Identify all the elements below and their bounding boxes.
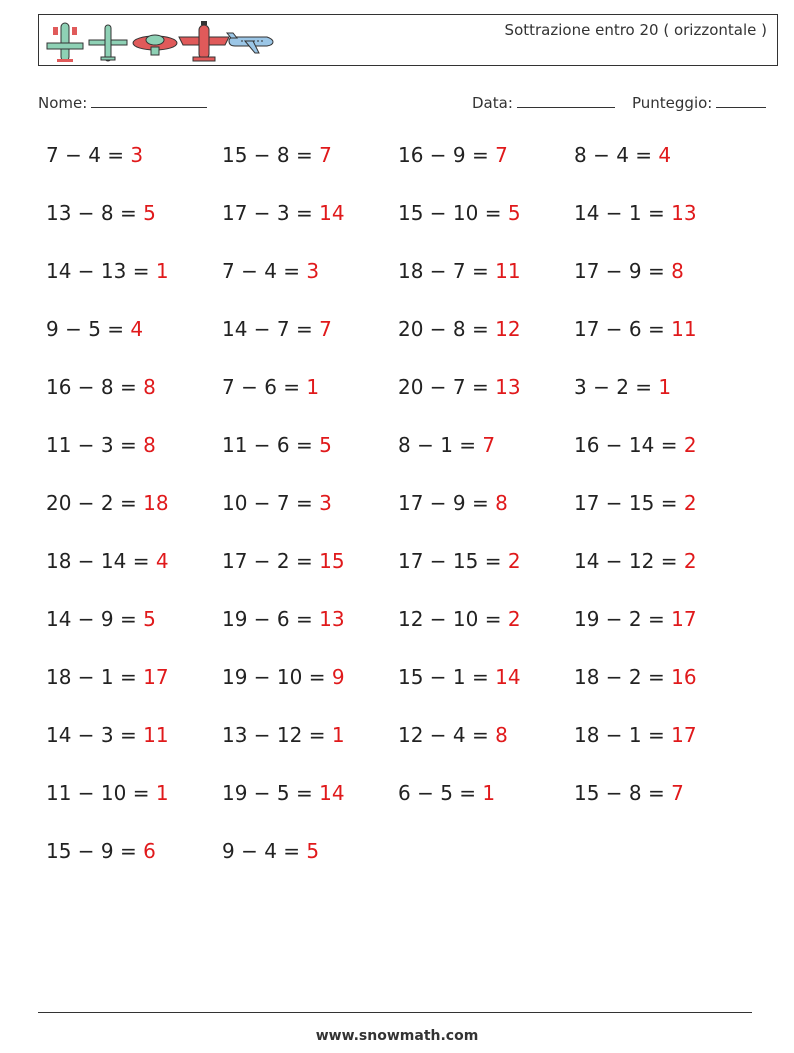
problem-answer: 13 bbox=[495, 375, 521, 399]
problem-answer: 1 bbox=[155, 259, 169, 283]
problem-answer: 8 bbox=[671, 259, 684, 283]
problem-answer: 8 bbox=[495, 723, 508, 747]
problem-item bbox=[46, 259, 169, 283]
problem-question: 11 − 6 = bbox=[222, 433, 313, 457]
problem-item bbox=[222, 317, 332, 341]
problem-item bbox=[222, 781, 345, 805]
problem-item bbox=[398, 781, 495, 805]
problem-item bbox=[222, 143, 332, 167]
problem-item bbox=[222, 665, 345, 689]
problem-item bbox=[222, 375, 319, 399]
problem-question: 7 − 4 = bbox=[222, 259, 301, 283]
problem-question: 8 − 4 = bbox=[574, 143, 653, 167]
problem-question: 14 − 9 = bbox=[46, 607, 137, 631]
problem-question: 13 − 8 = bbox=[46, 201, 137, 225]
problem-answer: 15 bbox=[319, 549, 345, 573]
problem-answer: 4 bbox=[658, 143, 672, 167]
score-line[interactable] bbox=[716, 93, 766, 108]
problem-question: 18 − 14 = bbox=[46, 549, 150, 573]
problem-question: 7 − 6 = bbox=[222, 375, 301, 399]
red-green-plane-icon bbox=[133, 35, 177, 55]
worksheet-title: Sottrazione entro 20 ( orizzontale ) bbox=[504, 21, 767, 39]
problem-question: 19 − 6 = bbox=[222, 607, 313, 631]
problem-item bbox=[46, 317, 143, 341]
problem-answer: 3 bbox=[319, 491, 332, 515]
problem-question: 15 − 8 = bbox=[574, 781, 665, 805]
problem-item bbox=[46, 665, 169, 689]
problem-answer: 2 bbox=[507, 607, 521, 631]
problem-question: 14 − 3 = bbox=[46, 723, 137, 747]
problem-item bbox=[398, 491, 508, 515]
problem-question: 17 − 9 = bbox=[574, 259, 665, 283]
problem-question: 10 − 7 = bbox=[222, 491, 313, 515]
problem-question: 11 − 10 = bbox=[46, 781, 150, 805]
problem-item bbox=[398, 375, 521, 399]
problem-item bbox=[222, 607, 345, 631]
problem-question: 20 − 8 = bbox=[398, 317, 489, 341]
problem-answer: 1 bbox=[482, 781, 496, 805]
problem-item bbox=[574, 665, 697, 689]
problem-item bbox=[46, 201, 156, 225]
problem-question: 19 − 5 = bbox=[222, 781, 313, 805]
problem-question: 12 − 10 = bbox=[398, 607, 502, 631]
problem-question: 18 − 7 = bbox=[398, 259, 489, 283]
problem-item bbox=[398, 259, 521, 283]
problem-item bbox=[574, 375, 671, 399]
problem-question: 14 − 1 = bbox=[574, 201, 665, 225]
problem-answer: 4 bbox=[155, 549, 169, 573]
problem-item bbox=[46, 433, 156, 457]
problem-item bbox=[574, 433, 697, 457]
name-line[interactable] bbox=[91, 93, 207, 108]
problem-item bbox=[222, 433, 332, 457]
problem-item bbox=[46, 839, 156, 863]
score-field bbox=[632, 93, 766, 112]
problem-answer: 3 bbox=[306, 259, 320, 283]
problem-question: 17 − 9 = bbox=[398, 491, 489, 515]
problem-question: 15 − 1 = bbox=[398, 665, 489, 689]
problem-question: 19 − 10 = bbox=[222, 665, 326, 689]
problem-question: 12 − 4 = bbox=[398, 723, 489, 747]
name-field bbox=[38, 93, 207, 112]
problem-question: 7 − 4 = bbox=[46, 143, 125, 167]
problem-item bbox=[46, 781, 169, 805]
problem-answer: 1 bbox=[331, 723, 345, 747]
problem-question: 19 − 2 = bbox=[574, 607, 665, 631]
problem-item bbox=[574, 781, 684, 805]
problem-question: 14 − 12 = bbox=[574, 549, 678, 573]
problem-item bbox=[398, 665, 521, 689]
problem-item bbox=[46, 549, 169, 573]
problem-item bbox=[398, 723, 508, 747]
problem-question: 11 − 3 = bbox=[46, 433, 137, 457]
problem-answer: 1 bbox=[658, 375, 672, 399]
date-label: Data: bbox=[472, 94, 513, 112]
date-line[interactable] bbox=[517, 93, 615, 108]
header-box bbox=[38, 14, 778, 66]
date-field bbox=[472, 93, 615, 112]
red-propeller-plane-icon bbox=[179, 21, 229, 61]
problem-answer: 11 bbox=[671, 317, 697, 341]
problem-item bbox=[222, 491, 332, 515]
problem-item bbox=[398, 317, 521, 341]
problem-question: 17 − 6 = bbox=[574, 317, 665, 341]
problem-question: 18 − 1 = bbox=[46, 665, 137, 689]
problem-answer: 13 bbox=[671, 201, 697, 225]
green-propeller-plane-icon bbox=[89, 25, 127, 61]
problem-answer: 5 bbox=[319, 433, 332, 457]
problem-item bbox=[574, 143, 671, 167]
problem-answer: 4 bbox=[130, 317, 144, 341]
problem-question: 8 − 1 = bbox=[398, 433, 477, 457]
problem-answer: 12 bbox=[495, 317, 521, 341]
name-label: Nome: bbox=[38, 94, 88, 112]
problem-item bbox=[574, 723, 697, 747]
problem-question: 18 − 1 = bbox=[574, 723, 665, 747]
green-plane-icon bbox=[47, 23, 83, 62]
problem-answer: 2 bbox=[683, 491, 697, 515]
blue-jet-icon bbox=[227, 33, 273, 53]
problem-question: 6 − 5 = bbox=[398, 781, 477, 805]
problem-answer: 2 bbox=[683, 549, 697, 573]
problem-question: 14 − 7 = bbox=[222, 317, 313, 341]
problem-item bbox=[574, 201, 697, 225]
problem-answer: 2 bbox=[683, 433, 697, 457]
footer-divider bbox=[38, 1012, 752, 1013]
problem-item bbox=[46, 723, 169, 747]
problem-answer: 7 bbox=[495, 143, 508, 167]
problem-item bbox=[222, 201, 345, 225]
problem-question: 18 − 2 = bbox=[574, 665, 665, 689]
problem-question: 17 − 15 = bbox=[574, 491, 678, 515]
problem-item bbox=[398, 143, 508, 167]
problem-question: 3 − 2 = bbox=[574, 375, 653, 399]
problem-answer: 3 bbox=[130, 143, 144, 167]
problem-item bbox=[46, 607, 156, 631]
problem-answer: 9 bbox=[331, 665, 345, 689]
problem-item bbox=[398, 607, 521, 631]
problem-question: 13 − 12 = bbox=[222, 723, 326, 747]
problem-answer: 11 bbox=[495, 259, 521, 283]
problem-answer: 7 bbox=[319, 317, 332, 341]
problem-question: 9 − 5 = bbox=[46, 317, 125, 341]
problem-answer: 16 bbox=[671, 665, 697, 689]
problem-answer: 17 bbox=[143, 665, 169, 689]
problem-answer: 7 bbox=[482, 433, 496, 457]
problem-item bbox=[222, 839, 319, 863]
problem-item bbox=[574, 549, 697, 573]
problem-answer: 8 bbox=[143, 433, 156, 457]
footer-url: www.snowmath.com bbox=[315, 1028, 479, 1044]
problem-answer: 13 bbox=[319, 607, 345, 631]
problem-item bbox=[574, 317, 697, 341]
problem-answer: 14 bbox=[319, 201, 345, 225]
problem-answer: 8 bbox=[495, 491, 508, 515]
problem-question: 16 − 8 = bbox=[46, 375, 137, 399]
problem-item bbox=[574, 607, 697, 631]
problem-question: 16 − 9 = bbox=[398, 143, 489, 167]
problem-answer: 11 bbox=[143, 723, 169, 747]
problem-item bbox=[222, 723, 345, 747]
problem-answer: 17 bbox=[671, 607, 697, 631]
problem-answer: 2 bbox=[507, 549, 521, 573]
problem-item bbox=[46, 143, 143, 167]
problem-question: 20 − 7 = bbox=[398, 375, 489, 399]
problem-answer: 8 bbox=[143, 375, 156, 399]
problem-answer: 7 bbox=[319, 143, 332, 167]
problem-answer: 1 bbox=[155, 781, 169, 805]
problem-answer: 7 bbox=[671, 781, 684, 805]
problem-item bbox=[222, 549, 345, 573]
problem-item bbox=[46, 491, 169, 515]
problem-item bbox=[398, 201, 521, 225]
problem-item bbox=[222, 259, 319, 283]
score-label: Punteggio: bbox=[632, 94, 713, 112]
problem-answer: 5 bbox=[143, 607, 156, 631]
problem-answer: 14 bbox=[319, 781, 345, 805]
problem-question: 15 − 10 = bbox=[398, 201, 502, 225]
problem-item bbox=[398, 433, 495, 457]
problem-answer: 18 bbox=[143, 491, 169, 515]
problem-item bbox=[574, 259, 684, 283]
problem-answer: 17 bbox=[671, 723, 697, 747]
problem-question: 16 − 14 = bbox=[574, 433, 678, 457]
problem-item bbox=[574, 491, 697, 515]
problem-question: 17 − 15 = bbox=[398, 549, 502, 573]
problem-item bbox=[46, 375, 156, 399]
problem-question: 17 − 2 = bbox=[222, 549, 313, 573]
problem-answer: 5 bbox=[306, 839, 320, 863]
problem-question: 15 − 8 = bbox=[222, 143, 313, 167]
problem-answer: 5 bbox=[143, 201, 156, 225]
problem-answer: 6 bbox=[143, 839, 156, 863]
problem-answer: 5 bbox=[507, 201, 521, 225]
problem-item bbox=[398, 549, 521, 573]
problem-answer: 14 bbox=[495, 665, 521, 689]
problem-question: 20 − 2 = bbox=[46, 491, 137, 515]
problem-question: 14 − 13 = bbox=[46, 259, 150, 283]
plane-icons bbox=[43, 19, 283, 63]
problem-question: 17 − 3 = bbox=[222, 201, 313, 225]
problem-question: 15 − 9 = bbox=[46, 839, 137, 863]
problem-question: 9 − 4 = bbox=[222, 839, 301, 863]
problem-answer: 1 bbox=[306, 375, 320, 399]
